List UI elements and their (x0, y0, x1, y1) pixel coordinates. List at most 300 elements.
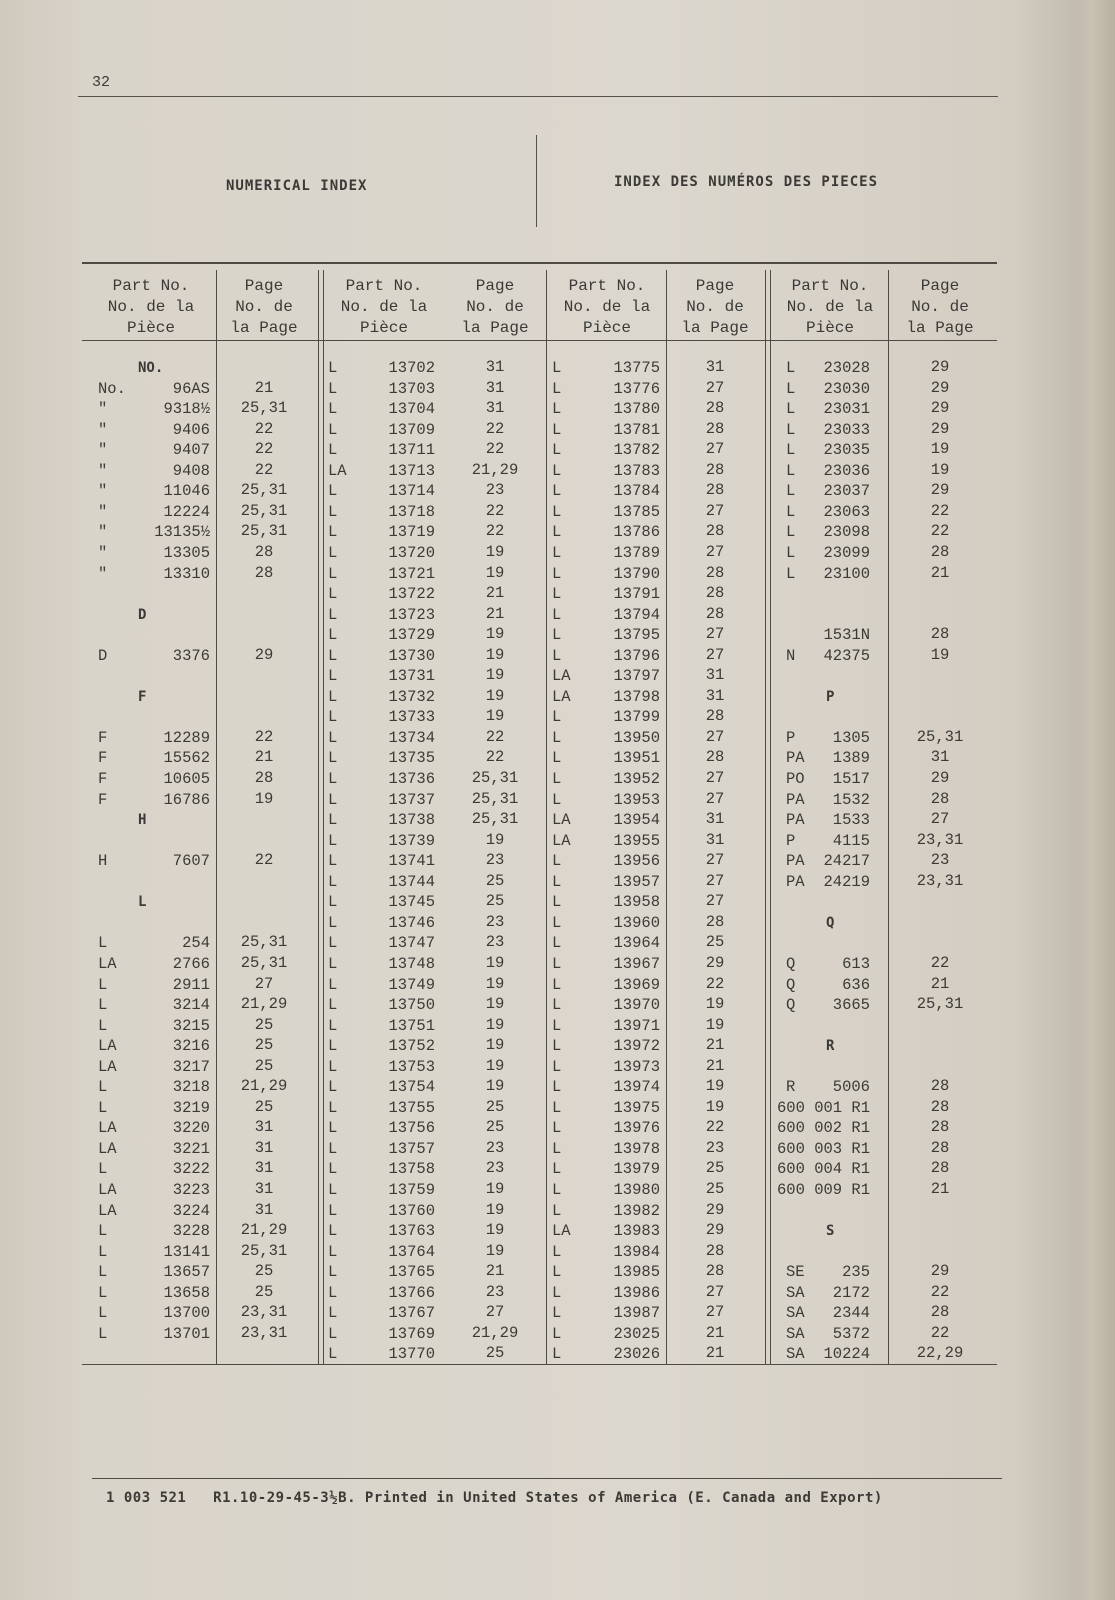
part-number: 636 (842, 975, 870, 994)
page-ref: 28 (705, 604, 725, 623)
page-ref: 25,31 (240, 399, 288, 418)
header-page-no: Page No. de la Page (681, 277, 749, 337)
part-prefix: PA (786, 811, 805, 830)
part-number: 13767 (388, 1304, 435, 1323)
page-ref: 19 (930, 460, 950, 479)
part-number: 13752 (388, 1037, 435, 1056)
page-ref: 21 (485, 604, 505, 623)
part-prefix: L (786, 400, 796, 419)
header-bottom-rule (82, 340, 997, 341)
page-ref: 27 (705, 789, 725, 808)
page-ref: 28 (705, 419, 725, 438)
part-prefix: L (552, 1283, 562, 1302)
part-prefix: L (328, 646, 338, 665)
title-french: INDEX DES NUMÉROS DES PIECES (614, 174, 879, 190)
part-prefix: " (98, 420, 108, 439)
part-number: 13721 (388, 564, 435, 583)
part-prefix: LA (552, 811, 571, 830)
page-ref: 27 (705, 871, 725, 890)
part-number: 600 009 R1 (776, 1181, 870, 1199)
section-letter: L (138, 894, 147, 911)
page-ref: 25 (485, 892, 505, 911)
part-number: 13765 (388, 1263, 435, 1282)
part-prefix: L (552, 1057, 562, 1076)
page-ref: 31 (254, 1180, 274, 1198)
part-prefix: L (98, 1222, 108, 1241)
page-ref: 22 (930, 501, 950, 520)
part-number: 1517 (832, 770, 870, 788)
page-ref: 23 (485, 1159, 505, 1178)
page-ref: 31 (485, 399, 505, 418)
page-ref: 25,31 (916, 727, 964, 746)
part-number: 13751 (388, 1016, 435, 1035)
part-prefix: L (552, 852, 562, 871)
part-prefix: L (328, 790, 338, 809)
part-prefix: L (98, 1324, 108, 1343)
part-number: 235 (842, 1263, 870, 1282)
part-number: 600 001 R1 (776, 1098, 870, 1117)
part-prefix: L (552, 1345, 562, 1364)
part-number: 13701 (163, 1324, 210, 1343)
part-prefix: L (552, 872, 562, 891)
part-number: 13983 (613, 1222, 660, 1241)
page-ref: 19 (485, 1241, 505, 1260)
page-ref: 23,31 (240, 1303, 288, 1322)
part-number: 5372 (832, 1324, 870, 1343)
page-ref: 28 (705, 707, 725, 726)
part-number: 13713 (388, 461, 435, 480)
page-ref: 25,31 (471, 769, 519, 787)
page-ref: 27 (705, 851, 725, 870)
page-ref: 23,31 (916, 830, 964, 849)
page-ref: 28 (930, 542, 950, 561)
page-ref: 27 (705, 1303, 725, 1322)
part-number: 13769 (388, 1324, 435, 1343)
part-number: 13760 (388, 1201, 435, 1220)
page-ref: 22 (485, 748, 505, 767)
page-ref: 21 (485, 1262, 505, 1281)
part-prefix: L (328, 852, 338, 871)
page-ref: 27 (705, 645, 725, 664)
part-number: 13972 (613, 1037, 660, 1056)
page-ref: 19 (485, 1221, 505, 1240)
part-prefix: L (328, 400, 338, 419)
part-number: 13786 (613, 523, 660, 542)
part-prefix: L (786, 564, 796, 583)
part-prefix: L (328, 359, 338, 377)
part-number: 13797 (613, 667, 660, 686)
title-english: NUMERICAL INDEX (226, 178, 368, 194)
part-number: 9406 (172, 420, 210, 439)
part-number: 13791 (613, 585, 660, 604)
page-ref: 25 (485, 1344, 505, 1363)
part-number: 13756 (388, 1119, 435, 1138)
part-number: 10224 (823, 1345, 870, 1364)
part-number: 13956 (613, 852, 660, 871)
page-ref: 25,31 (471, 789, 519, 808)
page-ref: 22 (705, 1118, 725, 1137)
part-number: 15562 (163, 749, 210, 768)
part-prefix: L (328, 954, 338, 973)
part-prefix: L (328, 708, 338, 727)
page-ref: 19 (485, 1077, 505, 1096)
header-part-no: Part No. No. de la Pièce (563, 277, 651, 337)
part-prefix: L (328, 934, 338, 953)
page-ref: 27 (705, 1282, 725, 1301)
page-ref: 19 (485, 625, 505, 644)
page-ref: 22 (485, 440, 505, 459)
part-prefix: L (98, 1078, 108, 1097)
part-number: 7607 (172, 852, 210, 871)
part-number: 23025 (613, 1324, 660, 1343)
page-ref: 28 (930, 1303, 950, 1322)
page-ref: 25,31 (916, 995, 964, 1014)
header-page-no: Page No. de la Page (230, 277, 298, 337)
part-prefix: L (328, 1160, 338, 1179)
section-letter: NO. (138, 360, 164, 376)
page-ref: 19 (485, 1200, 505, 1219)
title-divider (536, 135, 537, 227)
page-ref: 31 (705, 358, 725, 376)
page-ref: 21 (254, 748, 274, 767)
part-number: 13757 (388, 1139, 435, 1158)
part-number: 13794 (613, 605, 660, 624)
page-ref: 31 (254, 1138, 274, 1157)
page-ref: 22 (930, 522, 950, 541)
part-prefix: L (552, 934, 562, 953)
page-ref: 25 (254, 1097, 274, 1116)
part-prefix: F (98, 749, 108, 768)
part-number: 13748 (388, 954, 435, 973)
part-prefix: PA (786, 749, 805, 768)
part-number: 3217 (172, 1057, 210, 1076)
page-ref: 25,31 (240, 1241, 288, 1260)
part-number: 24217 (823, 852, 870, 871)
page-ref: 25 (254, 1036, 274, 1055)
page-ref: 25 (485, 871, 505, 890)
page-ref: 21 (485, 584, 505, 603)
part-prefix: L (98, 1263, 108, 1282)
page-ref: 29 (705, 1221, 725, 1240)
part-number: 23036 (823, 461, 870, 480)
part-prefix: L (98, 934, 108, 953)
part-prefix: L (552, 1263, 562, 1282)
part-number: 13730 (388, 646, 435, 665)
page-ref: 29 (930, 769, 950, 787)
part-number: 3220 (172, 1119, 210, 1138)
part-number: 13755 (388, 1098, 435, 1117)
page-ref: 25 (705, 933, 725, 952)
page-ref: 19 (485, 974, 505, 993)
part-number: 24219 (823, 872, 870, 891)
part-prefix: D (98, 646, 108, 665)
part-prefix: F (98, 790, 108, 809)
part-number: 13749 (388, 975, 435, 994)
part-number: 13735 (388, 749, 435, 768)
part-prefix: L (328, 975, 338, 994)
part-prefix: L (552, 1119, 562, 1138)
part-number: 13733 (388, 708, 435, 727)
part-prefix: L (786, 543, 796, 562)
part-number: 3665 (832, 996, 870, 1015)
page-ref: 28 (705, 912, 725, 931)
part-prefix: L (98, 1160, 108, 1179)
header-page-no: Page No. de la Page (906, 277, 974, 337)
page-ref: 22 (254, 440, 274, 459)
part-prefix: L (552, 728, 562, 747)
part-prefix: LA (98, 1057, 117, 1076)
part-prefix: SA (786, 1283, 805, 1302)
part-number: 13798 (613, 687, 660, 706)
part-prefix: L (328, 1016, 338, 1035)
part-prefix: LA (98, 1139, 117, 1158)
part-prefix: L (786, 420, 796, 439)
page-ref: 29 (930, 1262, 950, 1281)
page-ref: 28 (930, 625, 950, 644)
part-prefix: " (98, 441, 108, 460)
page-ref: 28 (705, 748, 725, 767)
part-number: 13951 (613, 749, 660, 768)
part-prefix: L (552, 1078, 562, 1097)
part-number: 13737 (388, 790, 435, 809)
part-number: 13986 (613, 1283, 660, 1302)
part-number: 13734 (388, 728, 435, 747)
part-prefix: L (552, 564, 562, 583)
page-ref: 27 (930, 810, 950, 829)
part-number: 13974 (613, 1078, 660, 1097)
part-prefix: L (328, 482, 338, 501)
part-number: 13711 (388, 441, 435, 460)
part-prefix: L (98, 1304, 108, 1323)
page-ref: 28 (254, 542, 274, 561)
part-number: 1531N (823, 626, 870, 645)
page-ref: 31 (705, 666, 725, 685)
part-prefix: L (328, 1078, 338, 1097)
page-ref: 28 (930, 1118, 950, 1137)
page-ref: 21,29 (240, 995, 288, 1014)
part-prefix: PA (786, 872, 805, 891)
table-top-rule (82, 262, 997, 264)
part-prefix: PA (786, 790, 805, 809)
part-prefix: L (786, 523, 796, 542)
page-ref: 28 (705, 584, 725, 603)
page-ref: 21 (705, 1036, 725, 1055)
part-number: 13722 (388, 585, 435, 604)
part-prefix: LA (552, 667, 571, 686)
part-number: 13732 (388, 687, 435, 706)
part-prefix: L (328, 1119, 338, 1138)
part-prefix: " (98, 543, 108, 562)
part-number: 42375 (823, 646, 870, 665)
part-number: 13950 (613, 728, 660, 747)
section-letter: R (826, 1038, 835, 1055)
page-ref: 19 (485, 707, 505, 726)
page-ref: 23,31 (240, 1323, 288, 1342)
part-prefix: F (98, 728, 108, 747)
part-prefix: L (98, 1016, 108, 1035)
part-number: 13764 (388, 1242, 435, 1261)
part-number: 13703 (388, 379, 435, 398)
part-prefix: " (98, 461, 108, 480)
page-ref: 25 (705, 1159, 725, 1178)
part-prefix: L (552, 893, 562, 912)
part-prefix: " (98, 482, 108, 501)
part-prefix: LA (552, 687, 571, 706)
page-ref: 21 (254, 378, 274, 397)
page-ref: 25 (485, 1097, 505, 1116)
part-prefix: L (552, 1016, 562, 1035)
part-number: 13973 (613, 1057, 660, 1076)
part-number: 23063 (823, 502, 870, 521)
part-number: 13135½ (154, 523, 210, 542)
part-number: 5006 (832, 1078, 870, 1097)
part-prefix: LA (98, 1119, 117, 1138)
part-prefix: L (552, 379, 562, 398)
page-ref: 27 (705, 769, 725, 787)
page-ref: 22 (485, 419, 505, 438)
page-ref: 19 (705, 1097, 725, 1116)
part-prefix: L (328, 913, 338, 932)
part-number: 3228 (172, 1222, 210, 1241)
part-prefix: L (328, 1324, 338, 1343)
page-ref: 19 (705, 995, 725, 1014)
page-ref: 28 (930, 1097, 950, 1116)
part-number: 13750 (388, 996, 435, 1015)
page-ref: 27 (705, 440, 725, 459)
page-ref: 25,31 (240, 522, 288, 541)
part-prefix: LA (328, 461, 347, 480)
part-number: 13985 (613, 1263, 660, 1282)
page-ref: 31 (705, 830, 725, 849)
part-prefix: L (98, 1242, 108, 1261)
page-ref: 25 (254, 1282, 274, 1301)
part-number: 3222 (172, 1160, 210, 1179)
part-prefix: L (328, 441, 338, 460)
part-prefix: P (786, 831, 796, 850)
section-letter: D (138, 606, 147, 623)
page-ref: 22 (485, 727, 505, 746)
section-letter: P (826, 688, 835, 705)
page-ref: 28 (930, 1159, 950, 1178)
part-number: 10605 (163, 770, 210, 788)
section-letter: S (826, 1223, 835, 1240)
page-ref: 23 (705, 1138, 725, 1157)
section-letter: H (138, 812, 147, 829)
part-prefix: L (328, 831, 338, 850)
part-number: 13310 (163, 564, 210, 583)
header-part-no: Part No. No. de la Pièce (786, 277, 874, 337)
page-ref: 23 (485, 1282, 505, 1301)
header-part-no: Part No. No. de la Pièce (340, 277, 428, 337)
part-prefix: L (328, 1181, 338, 1199)
part-number: 23100 (823, 564, 870, 583)
part-number: 13987 (613, 1304, 660, 1323)
part-number: 3223 (172, 1181, 210, 1199)
page-ref: 31 (705, 810, 725, 829)
page-ref: 28 (705, 481, 725, 500)
page-ref: 29 (930, 481, 950, 500)
page-ref: 23 (930, 851, 950, 870)
part-prefix: L (786, 441, 796, 460)
part-prefix: L (552, 482, 562, 501)
part-prefix: F (98, 770, 108, 788)
part-prefix: L (552, 770, 562, 788)
part-number: 13723 (388, 605, 435, 624)
part-prefix: L (552, 543, 562, 562)
part-number: 13754 (388, 1078, 435, 1097)
part-prefix: N (786, 646, 796, 665)
part-prefix: L (328, 1242, 338, 1261)
part-number: 3376 (172, 646, 210, 665)
part-number: 13729 (388, 626, 435, 645)
page-edge (1075, 0, 1115, 1600)
part-prefix: L (786, 461, 796, 480)
part-number: 13718 (388, 502, 435, 521)
part-prefix: L (552, 359, 562, 377)
part-prefix: L (328, 811, 338, 830)
page-ref: 27 (705, 625, 725, 644)
page-ref: 22 (930, 1282, 950, 1301)
page-ref: 25,31 (240, 481, 288, 500)
page-ref: 23 (485, 1138, 505, 1157)
part-prefix: L (328, 1283, 338, 1302)
part-prefix: L (552, 749, 562, 768)
page-ref: 21 (930, 974, 950, 993)
page-ref: 29 (930, 378, 950, 397)
part-number: 3215 (172, 1016, 210, 1035)
part-prefix: P (786, 728, 796, 747)
part-number: 13731 (388, 667, 435, 686)
part-number: 23035 (823, 441, 870, 460)
page-ref: 21,29 (240, 1077, 288, 1096)
page-ref: 31 (930, 748, 950, 767)
page-ref: 27 (254, 974, 274, 993)
part-prefix: L (786, 482, 796, 501)
part-prefix: L (552, 1324, 562, 1343)
part-number: 23030 (823, 379, 870, 398)
page-ref: 28 (705, 399, 725, 418)
part-number: 1532 (832, 790, 870, 809)
part-number: 1305 (832, 728, 870, 747)
page-ref: 19 (485, 953, 505, 972)
part-prefix: L (328, 1037, 338, 1056)
part-number: 13759 (388, 1181, 435, 1199)
part-number: 13953 (613, 790, 660, 809)
part-number: 13796 (613, 646, 660, 665)
part-prefix: L (552, 913, 562, 932)
page-ref: 19 (930, 645, 950, 664)
page-ref: 22 (254, 727, 274, 746)
page-ref: 21 (930, 1180, 950, 1198)
part-prefix: L (552, 461, 562, 480)
part-number: 13780 (613, 400, 660, 419)
page-ref: 28 (930, 1077, 950, 1096)
part-prefix: L (328, 502, 338, 521)
part-number: 13795 (613, 626, 660, 645)
footer-rule (92, 1478, 1002, 1479)
part-prefix: LA (552, 1222, 571, 1241)
part-number: 13954 (613, 811, 660, 830)
part-number: 13141 (163, 1242, 210, 1261)
part-number: 13657 (163, 1263, 210, 1282)
part-prefix: L (552, 646, 562, 665)
part-prefix: L (98, 975, 108, 994)
part-prefix: L (552, 1304, 562, 1323)
part-prefix: Q (786, 996, 796, 1015)
part-prefix: L (328, 996, 338, 1015)
page-ref: 27 (705, 501, 725, 520)
part-number: 13720 (388, 543, 435, 562)
